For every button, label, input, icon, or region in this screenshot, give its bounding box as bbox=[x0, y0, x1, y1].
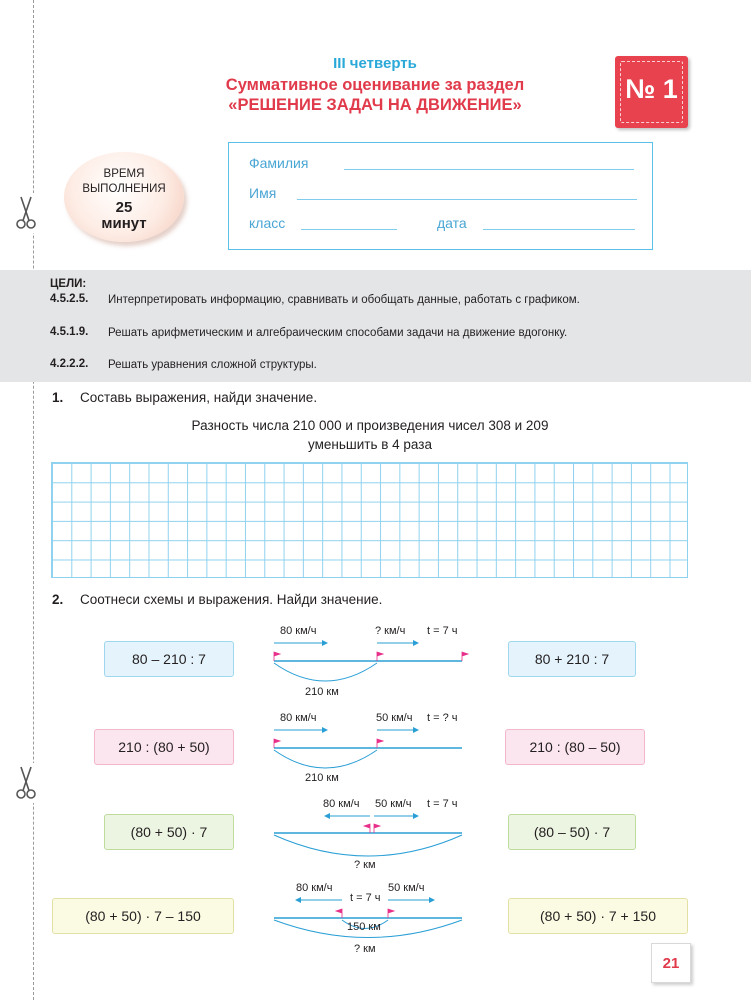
scheme-distance-label: ? км bbox=[354, 943, 376, 955]
expression-card[interactable]: (80 + 50) · 7 – 150 bbox=[52, 898, 234, 934]
goals-section bbox=[0, 270, 751, 382]
time-unit: минут bbox=[101, 215, 147, 232]
expression-card[interactable]: 80 – 210 : 7 bbox=[104, 641, 234, 677]
time-badge bbox=[64, 152, 184, 242]
name-field[interactable] bbox=[297, 199, 637, 200]
answer-grid[interactable] bbox=[51, 462, 688, 578]
scheme-time-label: t = ? ч bbox=[427, 712, 458, 724]
motion-schemes bbox=[250, 615, 490, 955]
scheme-speed-label: 50 км/ч bbox=[388, 882, 425, 894]
scheme-3 bbox=[274, 798, 462, 871]
class-label: класс bbox=[249, 215, 286, 231]
scheme-speed-label: 50 км/ч bbox=[376, 712, 413, 724]
goal-text: Интерпретировать информацию, сравнивать и обобщать данные, работать с графиком. bbox=[108, 294, 580, 306]
summative-title: Суммативное оценивание за раздел bbox=[225, 76, 525, 94]
scheme-distance-label: 210 км bbox=[305, 772, 339, 784]
goal-text: Решать уравнения сложной структуры. bbox=[108, 359, 317, 371]
scissors-icon bbox=[14, 193, 38, 233]
goal-code: 4.5.1.9. bbox=[50, 326, 89, 338]
cut-line bbox=[33, 0, 34, 1000]
time-label-2: ВЫПОЛНЕНИЯ bbox=[82, 183, 166, 195]
surname-field[interactable] bbox=[344, 169, 634, 170]
topic-title: «РЕШЕНИЕ ЗАДАЧ НА ДВИЖЕНИЕ» bbox=[228, 96, 522, 114]
scheme-speed-label: 80 км/ч bbox=[280, 712, 317, 724]
scheme-speed-label: 80 км/ч bbox=[296, 882, 333, 894]
task-2-instruction: Соотнеси схемы и выражения. Найди значение. bbox=[80, 592, 383, 607]
task-2-number: 2. bbox=[52, 592, 64, 607]
expression-card[interactable]: 210 : (80 – 50) bbox=[505, 729, 645, 765]
scheme-speed-label: ? км/ч bbox=[375, 625, 406, 637]
date-field[interactable] bbox=[483, 229, 635, 230]
expression-card[interactable]: 210 : (80 + 50) bbox=[94, 729, 234, 765]
expression-card[interactable]: 80 + 210 : 7 bbox=[508, 641, 636, 677]
time-minutes: 25 bbox=[115, 199, 133, 216]
scheme-speed-label: 80 км/ч bbox=[280, 625, 317, 637]
name-label: Имя bbox=[249, 185, 277, 201]
goal-code: 4.2.2.2. bbox=[50, 358, 89, 370]
time-label-1: ВРЕМЯ bbox=[103, 168, 145, 180]
goal-text: Решать арифметическим и алгебраическим способами задачи на движение вдогонку. bbox=[108, 327, 568, 339]
scheme-4 bbox=[274, 882, 462, 955]
scheme-2 bbox=[274, 712, 462, 784]
class-field[interactable] bbox=[301, 229, 397, 230]
date-label: дата bbox=[437, 215, 467, 231]
goal-code: 4.5.2.5. bbox=[50, 293, 89, 305]
quarter-title: III четверть bbox=[333, 55, 417, 72]
scheme-time-label: t = 7 ч bbox=[350, 892, 381, 904]
page-number: 21 bbox=[651, 943, 691, 983]
student-info-form bbox=[228, 142, 653, 250]
scheme-1 bbox=[274, 625, 468, 698]
scheme-distance-label: ? км bbox=[354, 859, 376, 871]
expression-card[interactable]: (80 + 50) · 7 + 150 bbox=[508, 898, 688, 934]
test-number: № 1 bbox=[625, 74, 678, 104]
goals-title: ЦЕЛИ: bbox=[50, 278, 87, 290]
scheme-speed-label: 80 км/ч bbox=[323, 798, 360, 810]
expression-card[interactable]: (80 + 50) · 7 bbox=[104, 814, 234, 850]
test-number-badge bbox=[615, 56, 688, 128]
task-1-problem-line-2: уменьшить в 4 раза bbox=[308, 437, 432, 452]
scheme-inner-distance-label: 150 км bbox=[347, 921, 381, 933]
scheme-time-label: t = 7 ч bbox=[427, 798, 458, 810]
task-1-number: 1. bbox=[52, 390, 64, 405]
scheme-distance-label: 210 км bbox=[305, 686, 339, 698]
task-1-instruction: Составь выражения, найди значение. bbox=[80, 390, 318, 405]
expression-card[interactable]: (80 – 50) · 7 bbox=[508, 814, 636, 850]
scissors-icon bbox=[14, 763, 38, 803]
scheme-time-label: t = 7 ч bbox=[427, 625, 458, 637]
surname-label: Фамилия bbox=[249, 155, 309, 171]
task-1-problem-line-1: Разность числа 210 000 и произведения чисел 308 и 209 bbox=[191, 418, 549, 433]
scheme-speed-label: 50 км/ч bbox=[375, 798, 412, 810]
